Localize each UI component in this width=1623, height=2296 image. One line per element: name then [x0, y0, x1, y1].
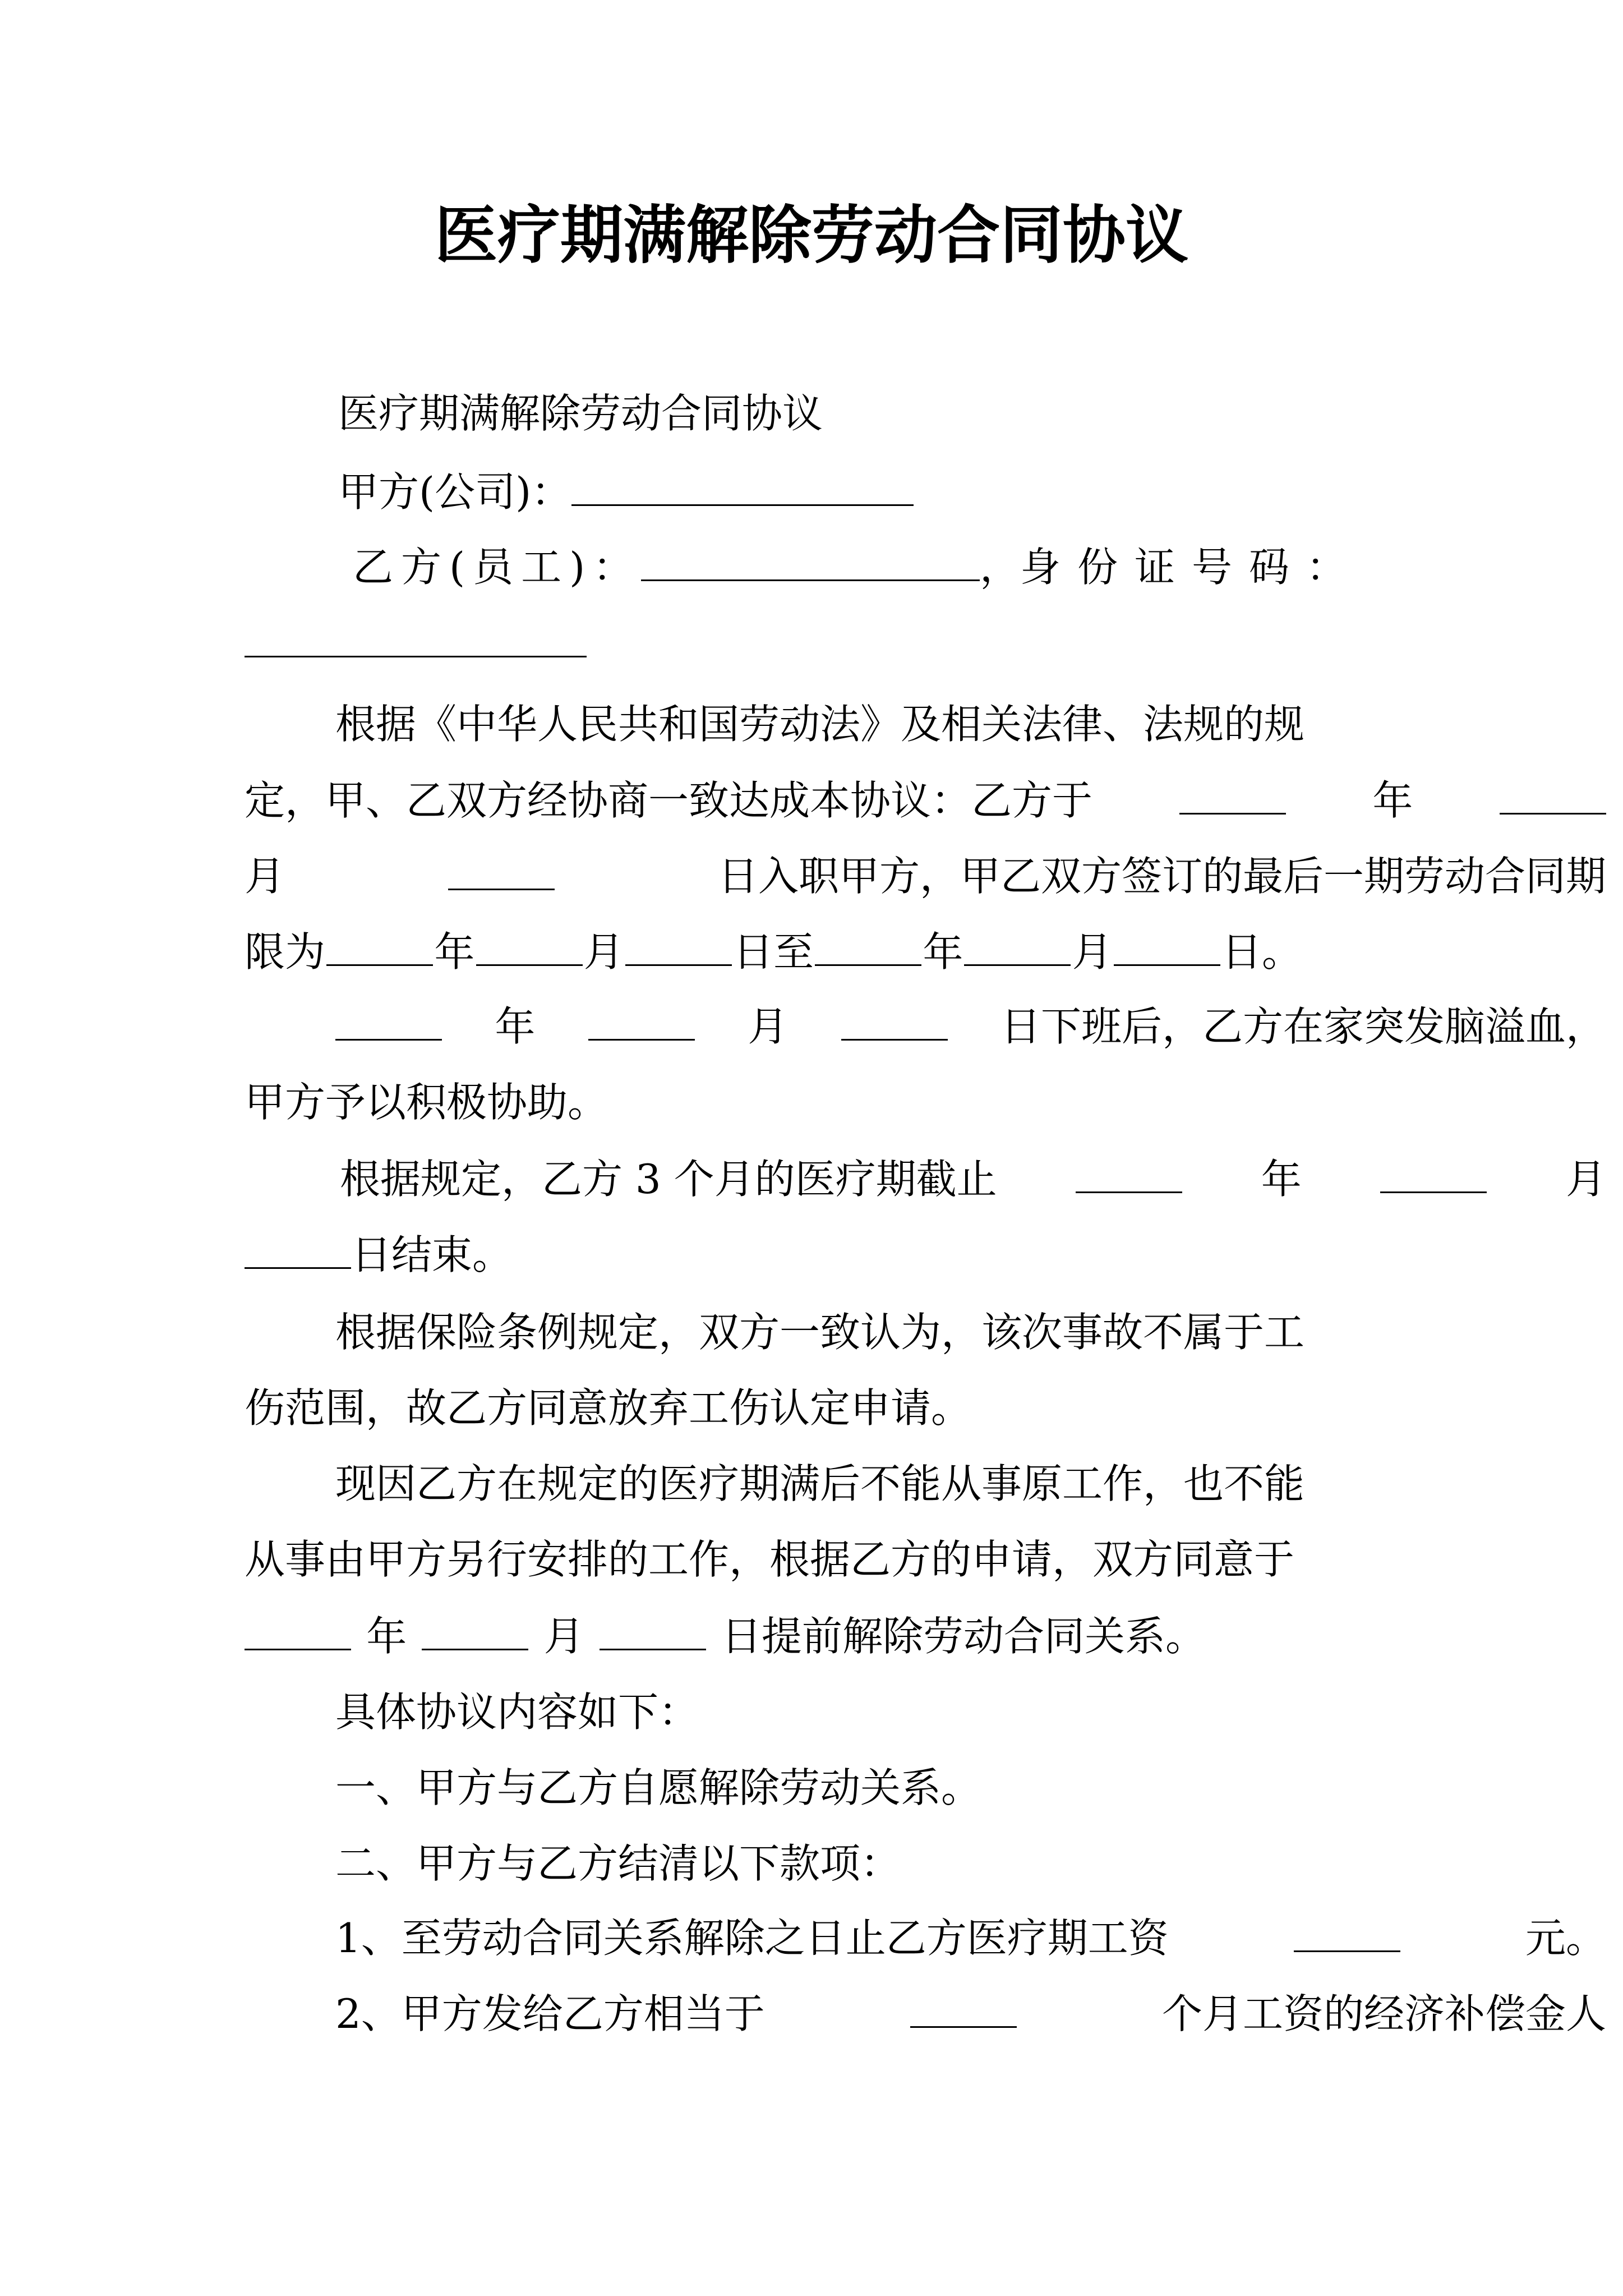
party-b-id-blank [245, 619, 587, 657]
p2-day-blank [841, 1002, 948, 1041]
p1-to-label: 日至 [732, 928, 814, 976]
p3-line-1-prefix: 根据规定，乙方 3 个月的医疗期截止 [340, 1156, 997, 1203]
sub-1-suffix: 元。 [1525, 1915, 1606, 1962]
agreement-item-1: 一、甲方与乙方自愿解除劳动关系。 [335, 1764, 982, 1811]
sub-1-amount-blank [1294, 1914, 1400, 1952]
document-subtitle: 医疗期满解除劳动合同协议 [338, 390, 823, 437]
party-b-id-label: 身份证号码： [1020, 544, 1363, 591]
p1-join-month-blank-a [1500, 776, 1606, 815]
p3-day-blank [245, 1231, 351, 1269]
p3-line-2 [245, 1230, 513, 1280]
sub-1-prefix: 1、至劳动合同关系解除之日止乙方医疗期工资 [335, 1915, 1169, 1962]
p3-month-blank [1380, 1155, 1487, 1193]
p1-line-4 [245, 927, 1302, 977]
p5-year-label: 年 [366, 1613, 407, 1660]
p3-month-label: 月 [1565, 1156, 1606, 1203]
p1-end-day-label: 日。 [1221, 928, 1302, 976]
p5-month-blank [422, 1612, 528, 1650]
p3-year-blank [1076, 1155, 1182, 1193]
p2-month-blank [588, 1002, 695, 1041]
p1-join-month-label: 月 [245, 853, 285, 900]
party-b-label: 乙方(员工)： [353, 544, 642, 591]
p1-end-month-label: 月 [1072, 928, 1113, 976]
sub-2-prefix: 2、甲方发给乙方相当于 [335, 1990, 765, 2037]
p3-line-1 [340, 1154, 1606, 1204]
p1-start-day-blank [625, 928, 732, 966]
p1-start-month-label: 月 [583, 928, 624, 976]
p2-year-blank [335, 1002, 442, 1041]
p5-line-1: 现因乙方在规定的医疗期满后不能从事原工作，也不能 [335, 1460, 1305, 1507]
party-a-label: 甲方(公司)： [338, 468, 572, 516]
p5-line-2: 从事由甲方另行安排的工作，根据乙方的申请，双方同意于 [245, 1536, 1295, 1583]
sub-2-suffix: 个月工资的经济补偿金人 [1161, 1990, 1606, 2037]
p1-join-year-label: 年 [1372, 777, 1413, 824]
p1-line-4-prefix: 限为 [245, 928, 326, 976]
p1-line-3-text: 日入职甲方，甲乙双方签订的最后一期劳动合同期 [717, 853, 1606, 900]
agreement-sub-1 [335, 1913, 1606, 1963]
p1-end-year-blank [815, 928, 921, 966]
p2-line-2: 甲方予以积极协助。 [245, 1079, 608, 1126]
p5-line-3 [245, 1611, 1206, 1662]
p1-end-month-blank [964, 928, 1071, 966]
party-b-name-blank [641, 543, 980, 581]
party-a-line [338, 467, 914, 517]
p1-line-3 [245, 851, 1606, 901]
document-title: 医疗期满解除劳动合同协议 [435, 199, 1188, 272]
p2-year-label: 年 [495, 1003, 536, 1050]
p1-join-day-blank [448, 852, 555, 890]
p3-year-label: 年 [1261, 1156, 1302, 1203]
party-b-line [353, 542, 1363, 592]
p3-line-2-suffix: 日结束。 [351, 1231, 513, 1278]
sub-2-months-blank [910, 1990, 1017, 2028]
p1-end-day-blank [1114, 928, 1220, 966]
p2-month-label: 月 [748, 1003, 789, 1050]
p4-line-1: 根据保险条例规定，双方一致认为，该次事故不属于工 [335, 1309, 1305, 1356]
p2-line-1 [335, 1001, 1606, 1052]
p4-line-2: 伤范围，故乙方同意放弃工伤认定申请。 [245, 1384, 972, 1432]
p1-line-2 [245, 775, 1606, 826]
party-a-blank [571, 468, 914, 506]
agreement-sub-2 [335, 1989, 1606, 2039]
p2-line-1-text: 日下班后，乙方在家突发脑溢血， [1000, 1003, 1606, 1050]
p1-join-year-blank [1179, 776, 1286, 815]
p1-start-year-label: 年 [434, 928, 475, 976]
p1-start-year-blank [326, 928, 433, 966]
p5-day-blank [600, 1612, 706, 1650]
agreement-intro: 具体协议内容如下： [335, 1688, 699, 1736]
p5-month-label: 月 [543, 1613, 584, 1660]
p1-line-1: 根据《中华人民共和国劳动法》及相关法律、法规的规 [335, 701, 1305, 748]
party-b-comma: ， [979, 544, 1020, 591]
agreement-item-2: 二、甲方与乙方结清以下款项： [335, 1840, 901, 1887]
p1-line-2-text: 定，甲、乙双方经协商一致达成本协议：乙方于 [245, 777, 1093, 824]
p5-year-blank [245, 1612, 351, 1650]
p1-end-year-label: 年 [923, 928, 963, 976]
p5-line-3-suffix: 日提前解除劳动合同关系。 [721, 1613, 1206, 1660]
party-b-id-line [245, 618, 587, 669]
p1-start-month-blank [476, 928, 583, 966]
